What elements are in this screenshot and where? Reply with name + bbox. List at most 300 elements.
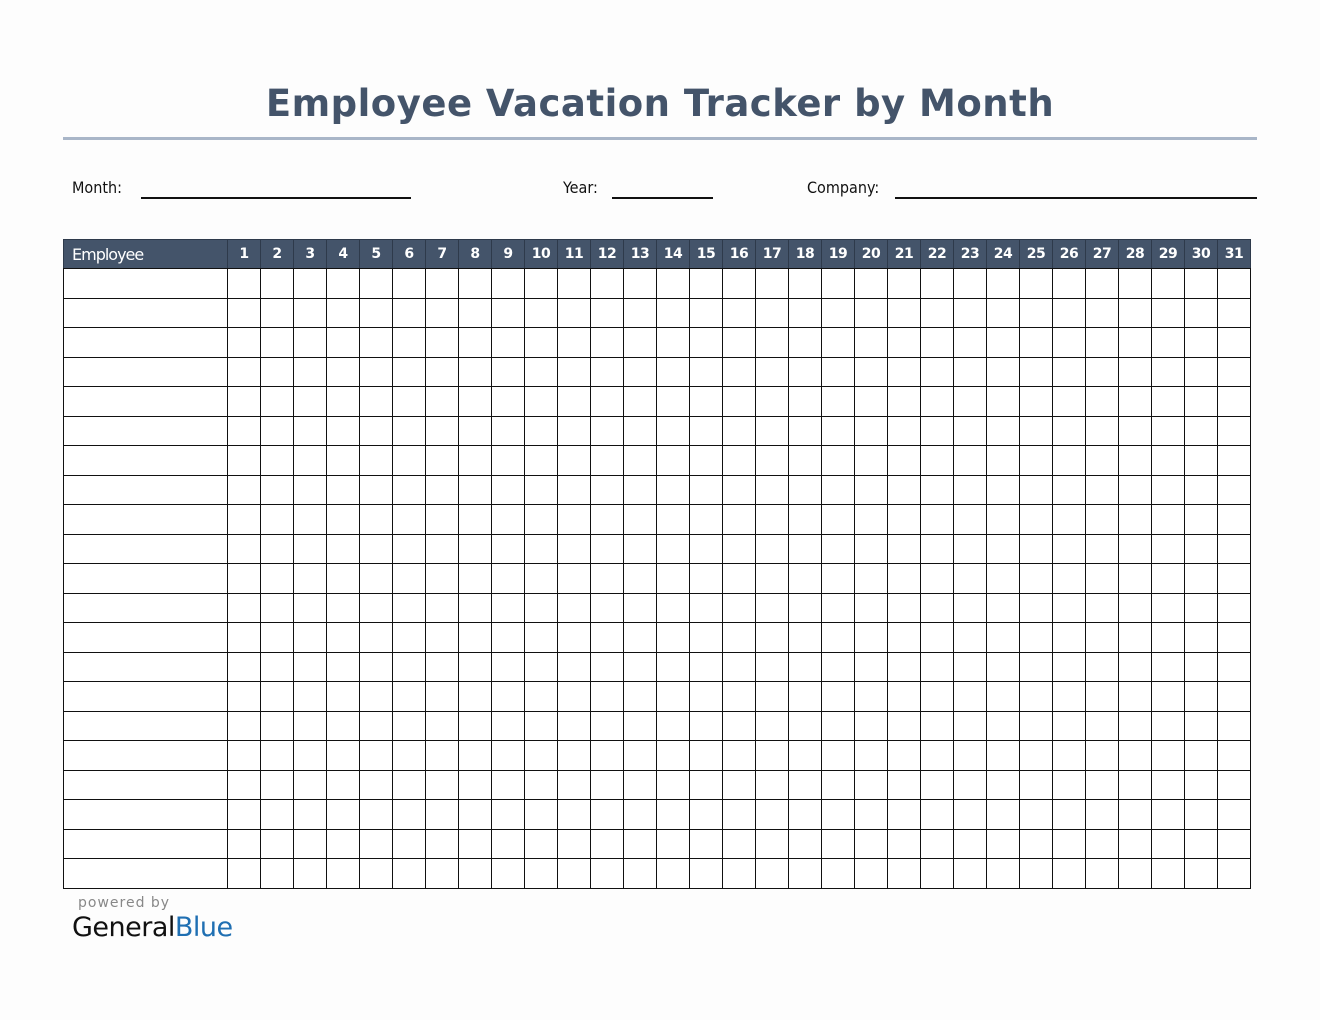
day-cell[interactable] xyxy=(360,652,393,682)
day-cell[interactable] xyxy=(228,505,261,535)
day-cell[interactable] xyxy=(492,829,525,859)
day-cell[interactable] xyxy=(921,623,954,653)
day-cell[interactable] xyxy=(327,328,360,358)
day-cell[interactable] xyxy=(228,800,261,830)
day-cell[interactable] xyxy=(954,682,987,712)
day-cell[interactable] xyxy=(756,475,789,505)
day-cell[interactable] xyxy=(459,564,492,594)
day-cell[interactable] xyxy=(459,505,492,535)
day-cell[interactable] xyxy=(492,593,525,623)
day-cell[interactable] xyxy=(855,593,888,623)
day-cell[interactable] xyxy=(327,770,360,800)
day-cell[interactable] xyxy=(954,269,987,299)
day-cell[interactable] xyxy=(426,829,459,859)
day-cell[interactable] xyxy=(921,770,954,800)
day-cell[interactable] xyxy=(624,298,657,328)
day-cell[interactable] xyxy=(228,770,261,800)
day-cell[interactable] xyxy=(393,475,426,505)
day-cell[interactable] xyxy=(492,623,525,653)
day-cell[interactable] xyxy=(591,741,624,771)
day-cell[interactable] xyxy=(426,800,459,830)
day-cell[interactable] xyxy=(1020,741,1053,771)
day-cell[interactable] xyxy=(1119,682,1152,712)
day-cell[interactable] xyxy=(954,505,987,535)
day-cell[interactable] xyxy=(723,623,756,653)
day-cell[interactable] xyxy=(756,269,789,299)
day-cell[interactable] xyxy=(558,416,591,446)
day-cell[interactable] xyxy=(558,269,591,299)
day-cell[interactable] xyxy=(591,623,624,653)
day-cell[interactable] xyxy=(756,328,789,358)
day-cell[interactable] xyxy=(360,741,393,771)
day-cell[interactable] xyxy=(261,859,294,889)
day-cell[interactable] xyxy=(789,623,822,653)
day-cell[interactable] xyxy=(591,269,624,299)
day-cell[interactable] xyxy=(822,652,855,682)
day-cell[interactable] xyxy=(1119,505,1152,535)
day-cell[interactable] xyxy=(657,711,690,741)
day-cell[interactable] xyxy=(1218,475,1251,505)
day-cell[interactable] xyxy=(690,357,723,387)
day-cell[interactable] xyxy=(294,711,327,741)
day-cell[interactable] xyxy=(657,416,690,446)
day-cell[interactable] xyxy=(393,269,426,299)
day-cell[interactable] xyxy=(1119,829,1152,859)
day-cell[interactable] xyxy=(393,859,426,889)
day-cell[interactable] xyxy=(459,416,492,446)
day-cell[interactable] xyxy=(690,829,723,859)
day-cell[interactable] xyxy=(723,800,756,830)
day-cell[interactable] xyxy=(426,623,459,653)
day-cell[interactable] xyxy=(1185,387,1218,417)
day-cell[interactable] xyxy=(1086,387,1119,417)
day-cell[interactable] xyxy=(1185,416,1218,446)
day-cell[interactable] xyxy=(822,328,855,358)
day-cell[interactable] xyxy=(789,593,822,623)
day-cell[interactable] xyxy=(756,298,789,328)
day-cell[interactable] xyxy=(1218,505,1251,535)
day-cell[interactable] xyxy=(1185,593,1218,623)
day-cell[interactable] xyxy=(294,829,327,859)
day-cell[interactable] xyxy=(756,416,789,446)
day-cell[interactable] xyxy=(558,505,591,535)
day-cell[interactable] xyxy=(525,682,558,712)
day-cell[interactable] xyxy=(1218,623,1251,653)
employee-cell[interactable] xyxy=(64,800,228,830)
day-cell[interactable] xyxy=(525,328,558,358)
day-cell[interactable] xyxy=(690,505,723,535)
day-cell[interactable] xyxy=(294,387,327,417)
day-cell[interactable] xyxy=(624,534,657,564)
day-cell[interactable] xyxy=(1053,770,1086,800)
day-cell[interactable] xyxy=(1086,593,1119,623)
day-cell[interactable] xyxy=(690,416,723,446)
day-cell[interactable] xyxy=(888,387,921,417)
day-cell[interactable] xyxy=(921,682,954,712)
year-field[interactable] xyxy=(612,197,713,199)
day-cell[interactable] xyxy=(426,298,459,328)
day-cell[interactable] xyxy=(822,357,855,387)
day-cell[interactable] xyxy=(228,475,261,505)
day-cell[interactable] xyxy=(261,357,294,387)
day-cell[interactable] xyxy=(360,593,393,623)
day-cell[interactable] xyxy=(459,800,492,830)
employee-cell[interactable] xyxy=(64,770,228,800)
day-cell[interactable] xyxy=(657,534,690,564)
day-cell[interactable] xyxy=(888,741,921,771)
day-cell[interactable] xyxy=(690,623,723,653)
day-cell[interactable] xyxy=(690,800,723,830)
day-cell[interactable] xyxy=(690,652,723,682)
day-cell[interactable] xyxy=(789,534,822,564)
day-cell[interactable] xyxy=(1086,298,1119,328)
day-cell[interactable] xyxy=(855,416,888,446)
day-cell[interactable] xyxy=(1020,446,1053,476)
day-cell[interactable] xyxy=(1119,475,1152,505)
day-cell[interactable] xyxy=(723,475,756,505)
day-cell[interactable] xyxy=(822,593,855,623)
day-cell[interactable] xyxy=(756,623,789,653)
day-cell[interactable] xyxy=(1020,475,1053,505)
day-cell[interactable] xyxy=(558,682,591,712)
day-cell[interactable] xyxy=(723,770,756,800)
day-cell[interactable] xyxy=(789,564,822,594)
day-cell[interactable] xyxy=(492,387,525,417)
day-cell[interactable] xyxy=(261,446,294,476)
day-cell[interactable] xyxy=(591,416,624,446)
day-cell[interactable] xyxy=(492,505,525,535)
day-cell[interactable] xyxy=(954,298,987,328)
day-cell[interactable] xyxy=(1020,505,1053,535)
day-cell[interactable] xyxy=(888,505,921,535)
day-cell[interactable] xyxy=(360,534,393,564)
day-cell[interactable] xyxy=(723,387,756,417)
day-cell[interactable] xyxy=(1152,859,1185,889)
employee-cell[interactable] xyxy=(64,534,228,564)
day-cell[interactable] xyxy=(492,682,525,712)
day-cell[interactable] xyxy=(459,682,492,712)
employee-cell[interactable] xyxy=(64,829,228,859)
day-cell[interactable] xyxy=(1086,328,1119,358)
day-cell[interactable] xyxy=(591,328,624,358)
day-cell[interactable] xyxy=(393,446,426,476)
day-cell[interactable] xyxy=(855,711,888,741)
day-cell[interactable] xyxy=(360,682,393,712)
day-cell[interactable] xyxy=(426,475,459,505)
day-cell[interactable] xyxy=(987,593,1020,623)
day-cell[interactable] xyxy=(1053,446,1086,476)
day-cell[interactable] xyxy=(921,564,954,594)
day-cell[interactable] xyxy=(360,564,393,594)
day-cell[interactable] xyxy=(723,298,756,328)
day-cell[interactable] xyxy=(1152,298,1185,328)
day-cell[interactable] xyxy=(426,859,459,889)
day-cell[interactable] xyxy=(1152,682,1185,712)
day-cell[interactable] xyxy=(1020,623,1053,653)
day-cell[interactable] xyxy=(1086,446,1119,476)
day-cell[interactable] xyxy=(1020,387,1053,417)
day-cell[interactable] xyxy=(492,298,525,328)
day-cell[interactable] xyxy=(228,387,261,417)
day-cell[interactable] xyxy=(261,682,294,712)
day-cell[interactable] xyxy=(657,800,690,830)
day-cell[interactable] xyxy=(525,446,558,476)
day-cell[interactable] xyxy=(1218,741,1251,771)
day-cell[interactable] xyxy=(1218,829,1251,859)
day-cell[interactable] xyxy=(228,652,261,682)
day-cell[interactable] xyxy=(657,770,690,800)
day-cell[interactable] xyxy=(756,505,789,535)
day-cell[interactable] xyxy=(1119,711,1152,741)
day-cell[interactable] xyxy=(1218,387,1251,417)
day-cell[interactable] xyxy=(756,741,789,771)
day-cell[interactable] xyxy=(921,711,954,741)
day-cell[interactable] xyxy=(426,416,459,446)
day-cell[interactable] xyxy=(1185,298,1218,328)
day-cell[interactable] xyxy=(756,859,789,889)
day-cell[interactable] xyxy=(1152,416,1185,446)
day-cell[interactable] xyxy=(261,711,294,741)
day-cell[interactable] xyxy=(690,593,723,623)
day-cell[interactable] xyxy=(987,652,1020,682)
day-cell[interactable] xyxy=(591,682,624,712)
day-cell[interactable] xyxy=(426,387,459,417)
day-cell[interactable] xyxy=(426,593,459,623)
day-cell[interactable] xyxy=(657,357,690,387)
day-cell[interactable] xyxy=(459,387,492,417)
employee-cell[interactable] xyxy=(64,593,228,623)
day-cell[interactable] xyxy=(327,534,360,564)
day-cell[interactable] xyxy=(1086,770,1119,800)
day-cell[interactable] xyxy=(558,328,591,358)
day-cell[interactable] xyxy=(1053,475,1086,505)
day-cell[interactable] xyxy=(723,859,756,889)
day-cell[interactable] xyxy=(459,652,492,682)
day-cell[interactable] xyxy=(1119,328,1152,358)
day-cell[interactable] xyxy=(624,623,657,653)
day-cell[interactable] xyxy=(591,446,624,476)
day-cell[interactable] xyxy=(690,770,723,800)
day-cell[interactable] xyxy=(393,564,426,594)
day-cell[interactable] xyxy=(459,711,492,741)
day-cell[interactable] xyxy=(1119,446,1152,476)
day-cell[interactable] xyxy=(327,269,360,299)
day-cell[interactable] xyxy=(921,446,954,476)
day-cell[interactable] xyxy=(789,800,822,830)
day-cell[interactable] xyxy=(1218,652,1251,682)
day-cell[interactable] xyxy=(492,564,525,594)
day-cell[interactable] xyxy=(1152,711,1185,741)
day-cell[interactable] xyxy=(723,416,756,446)
day-cell[interactable] xyxy=(261,652,294,682)
day-cell[interactable] xyxy=(558,298,591,328)
day-cell[interactable] xyxy=(822,269,855,299)
month-field[interactable] xyxy=(141,197,411,199)
day-cell[interactable] xyxy=(789,770,822,800)
day-cell[interactable] xyxy=(294,269,327,299)
day-cell[interactable] xyxy=(492,859,525,889)
day-cell[interactable] xyxy=(954,800,987,830)
day-cell[interactable] xyxy=(492,416,525,446)
day-cell[interactable] xyxy=(822,298,855,328)
employee-cell[interactable] xyxy=(64,387,228,417)
day-cell[interactable] xyxy=(492,357,525,387)
day-cell[interactable] xyxy=(723,534,756,564)
day-cell[interactable] xyxy=(987,416,1020,446)
day-cell[interactable] xyxy=(492,534,525,564)
day-cell[interactable] xyxy=(228,623,261,653)
day-cell[interactable] xyxy=(360,623,393,653)
day-cell[interactable] xyxy=(888,328,921,358)
day-cell[interactable] xyxy=(360,387,393,417)
employee-cell[interactable] xyxy=(64,269,228,299)
day-cell[interactable] xyxy=(657,328,690,358)
day-cell[interactable] xyxy=(954,623,987,653)
day-cell[interactable] xyxy=(987,829,1020,859)
day-cell[interactable] xyxy=(525,623,558,653)
day-cell[interactable] xyxy=(690,564,723,594)
day-cell[interactable] xyxy=(525,564,558,594)
day-cell[interactable] xyxy=(987,505,1020,535)
day-cell[interactable] xyxy=(558,623,591,653)
day-cell[interactable] xyxy=(426,682,459,712)
day-cell[interactable] xyxy=(591,387,624,417)
day-cell[interactable] xyxy=(987,269,1020,299)
day-cell[interactable] xyxy=(1152,505,1185,535)
day-cell[interactable] xyxy=(921,505,954,535)
day-cell[interactable] xyxy=(492,475,525,505)
day-cell[interactable] xyxy=(558,711,591,741)
day-cell[interactable] xyxy=(855,652,888,682)
day-cell[interactable] xyxy=(1185,859,1218,889)
day-cell[interactable] xyxy=(327,416,360,446)
day-cell[interactable] xyxy=(591,711,624,741)
day-cell[interactable] xyxy=(294,357,327,387)
day-cell[interactable] xyxy=(987,357,1020,387)
employee-cell[interactable] xyxy=(64,682,228,712)
day-cell[interactable] xyxy=(789,298,822,328)
day-cell[interactable] xyxy=(327,387,360,417)
day-cell[interactable] xyxy=(921,269,954,299)
day-cell[interactable] xyxy=(1119,298,1152,328)
day-cell[interactable] xyxy=(294,328,327,358)
day-cell[interactable] xyxy=(888,623,921,653)
day-cell[interactable] xyxy=(1119,770,1152,800)
day-cell[interactable] xyxy=(987,328,1020,358)
day-cell[interactable] xyxy=(591,357,624,387)
day-cell[interactable] xyxy=(360,446,393,476)
day-cell[interactable] xyxy=(591,505,624,535)
day-cell[interactable] xyxy=(657,298,690,328)
day-cell[interactable] xyxy=(294,859,327,889)
day-cell[interactable] xyxy=(1086,505,1119,535)
day-cell[interactable] xyxy=(855,357,888,387)
day-cell[interactable] xyxy=(1020,269,1053,299)
day-cell[interactable] xyxy=(1020,829,1053,859)
day-cell[interactable] xyxy=(822,682,855,712)
day-cell[interactable] xyxy=(1053,534,1086,564)
day-cell[interactable] xyxy=(624,475,657,505)
day-cell[interactable] xyxy=(921,387,954,417)
day-cell[interactable] xyxy=(1185,800,1218,830)
day-cell[interactable] xyxy=(624,682,657,712)
day-cell[interactable] xyxy=(1053,269,1086,299)
day-cell[interactable] xyxy=(657,741,690,771)
day-cell[interactable] xyxy=(1053,328,1086,358)
day-cell[interactable] xyxy=(426,711,459,741)
day-cell[interactable] xyxy=(426,770,459,800)
day-cell[interactable] xyxy=(591,593,624,623)
day-cell[interactable] xyxy=(822,741,855,771)
day-cell[interactable] xyxy=(954,741,987,771)
day-cell[interactable] xyxy=(360,357,393,387)
day-cell[interactable] xyxy=(558,475,591,505)
day-cell[interactable] xyxy=(558,829,591,859)
day-cell[interactable] xyxy=(591,859,624,889)
day-cell[interactable] xyxy=(360,800,393,830)
day-cell[interactable] xyxy=(789,475,822,505)
day-cell[interactable] xyxy=(294,652,327,682)
day-cell[interactable] xyxy=(393,387,426,417)
day-cell[interactable] xyxy=(921,800,954,830)
day-cell[interactable] xyxy=(1218,859,1251,889)
day-cell[interactable] xyxy=(855,564,888,594)
day-cell[interactable] xyxy=(657,446,690,476)
day-cell[interactable] xyxy=(756,387,789,417)
day-cell[interactable] xyxy=(360,475,393,505)
day-cell[interactable] xyxy=(1119,357,1152,387)
day-cell[interactable] xyxy=(426,534,459,564)
day-cell[interactable] xyxy=(558,770,591,800)
day-cell[interactable] xyxy=(789,357,822,387)
day-cell[interactable] xyxy=(855,387,888,417)
day-cell[interactable] xyxy=(888,859,921,889)
day-cell[interactable] xyxy=(657,682,690,712)
day-cell[interactable] xyxy=(822,416,855,446)
day-cell[interactable] xyxy=(1086,564,1119,594)
day-cell[interactable] xyxy=(327,357,360,387)
day-cell[interactable] xyxy=(459,475,492,505)
day-cell[interactable] xyxy=(1152,564,1185,594)
day-cell[interactable] xyxy=(360,770,393,800)
day-cell[interactable] xyxy=(921,652,954,682)
day-cell[interactable] xyxy=(855,682,888,712)
day-cell[interactable] xyxy=(789,416,822,446)
day-cell[interactable] xyxy=(756,534,789,564)
day-cell[interactable] xyxy=(756,770,789,800)
day-cell[interactable] xyxy=(1020,298,1053,328)
day-cell[interactable] xyxy=(756,564,789,594)
day-cell[interactable] xyxy=(888,800,921,830)
day-cell[interactable] xyxy=(360,269,393,299)
day-cell[interactable] xyxy=(1053,505,1086,535)
day-cell[interactable] xyxy=(1152,593,1185,623)
day-cell[interactable] xyxy=(657,564,690,594)
day-cell[interactable] xyxy=(261,593,294,623)
day-cell[interactable] xyxy=(657,652,690,682)
day-cell[interactable] xyxy=(1218,564,1251,594)
day-cell[interactable] xyxy=(1152,829,1185,859)
day-cell[interactable] xyxy=(360,711,393,741)
day-cell[interactable] xyxy=(261,829,294,859)
day-cell[interactable] xyxy=(987,800,1020,830)
day-cell[interactable] xyxy=(525,652,558,682)
day-cell[interactable] xyxy=(525,741,558,771)
day-cell[interactable] xyxy=(1185,623,1218,653)
day-cell[interactable] xyxy=(1152,800,1185,830)
day-cell[interactable] xyxy=(921,298,954,328)
day-cell[interactable] xyxy=(1020,711,1053,741)
